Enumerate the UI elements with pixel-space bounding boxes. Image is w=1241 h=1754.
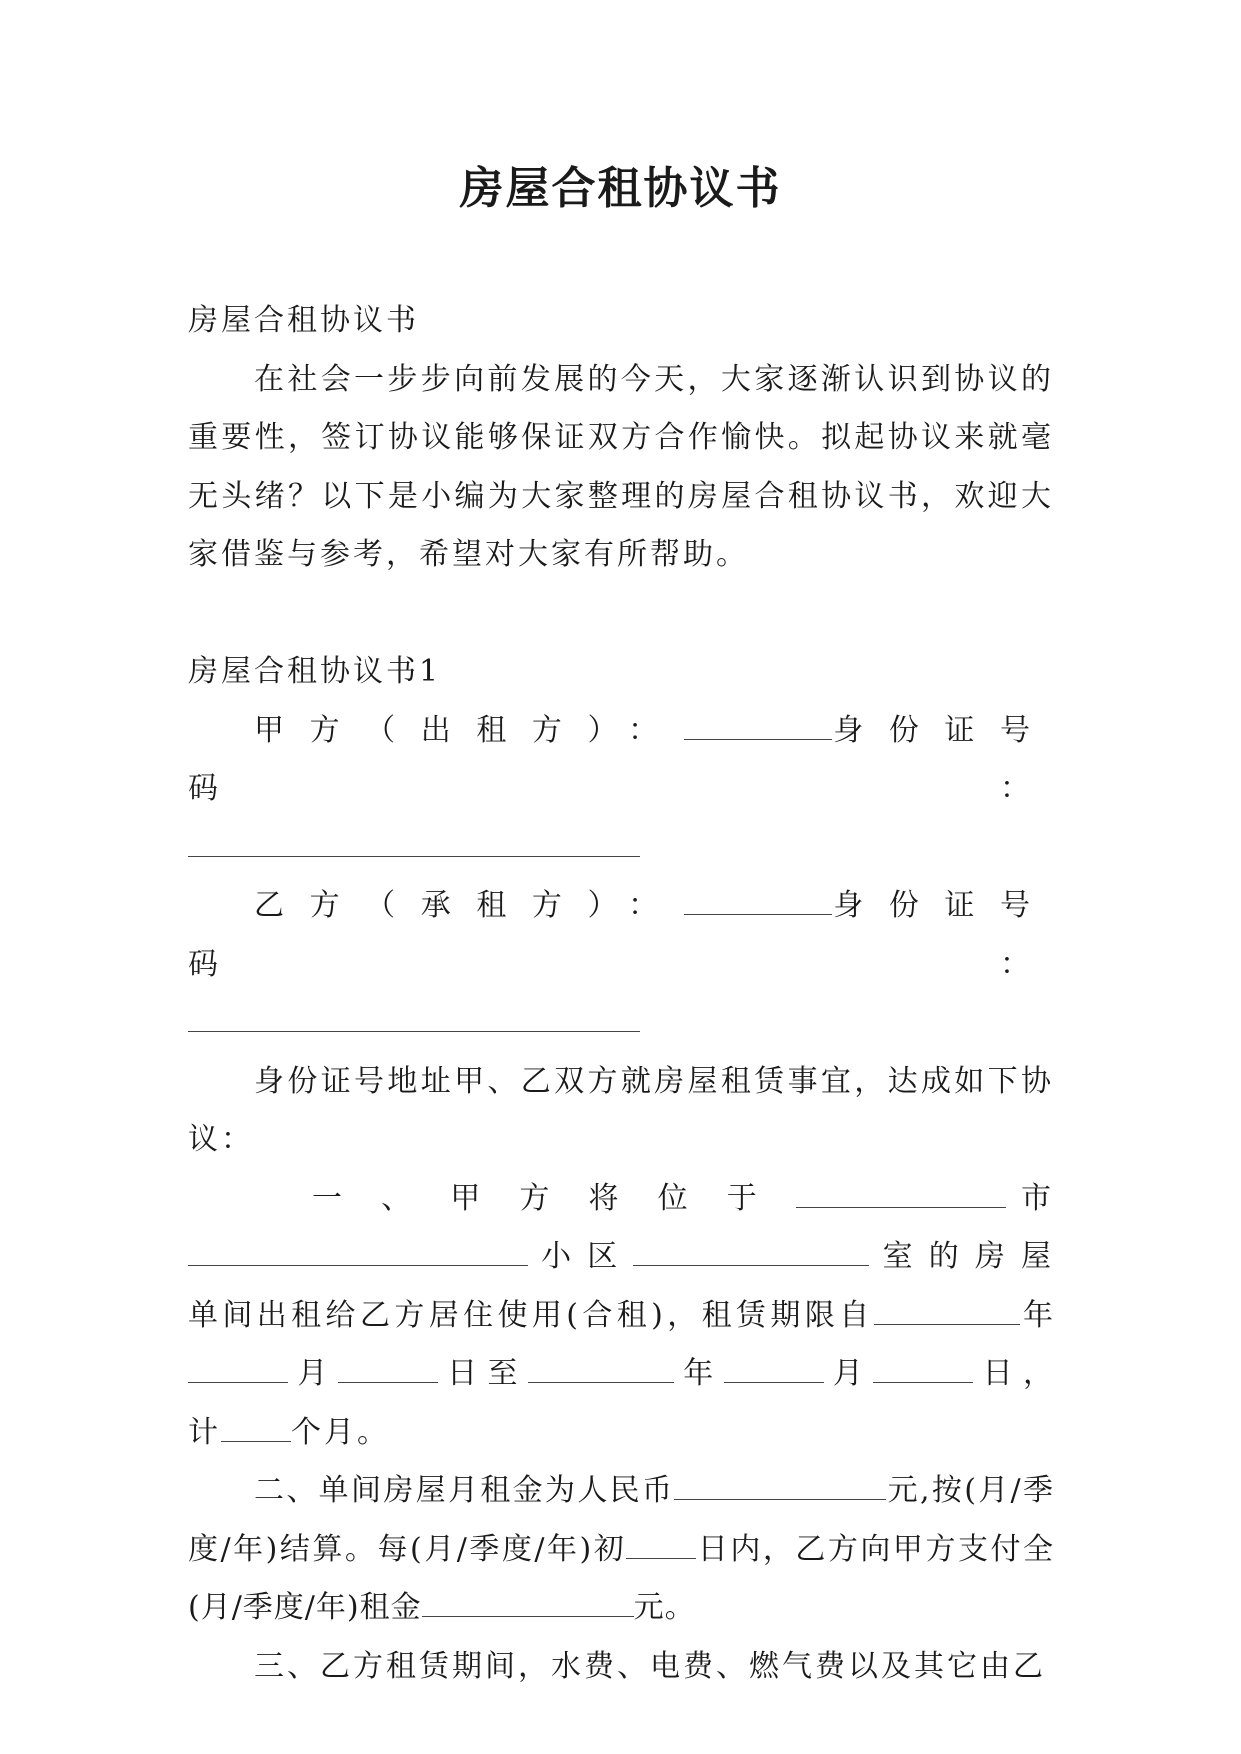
party-a-line xyxy=(188,702,1054,819)
party-a-id-line xyxy=(188,819,1054,878)
payment-days-blank xyxy=(626,1534,696,1559)
months-blank xyxy=(221,1417,291,1442)
document-body xyxy=(188,292,1054,1696)
subtitle: 房屋合租协议书 xyxy=(188,303,419,338)
clause-1-line-5 xyxy=(188,1404,1054,1463)
party-b-id-blank xyxy=(188,1007,640,1032)
monthly-rent-blank xyxy=(674,1475,886,1500)
end-year-label: 年 xyxy=(673,1356,724,1391)
party-a-id-label: 身份证号码： xyxy=(188,712,1055,806)
party-a-id-blank xyxy=(188,832,640,857)
document-title: 房屋合租协议书 xyxy=(459,163,782,214)
total-label: 计 xyxy=(188,1414,221,1450)
end-month-blank xyxy=(724,1358,824,1383)
end-month-label: 月 xyxy=(823,1356,874,1391)
district-blank xyxy=(633,1241,869,1266)
party-b-label: 乙方（承租方）： xyxy=(254,888,684,923)
city-blank xyxy=(796,1183,1006,1208)
payment-amount-blank xyxy=(422,1592,634,1617)
start-year-label: 年 xyxy=(1019,1297,1054,1333)
clause-1-prefix: 一、甲方将位于 xyxy=(312,1180,796,1216)
start-day-blank xyxy=(338,1358,438,1383)
clause-3: 三、乙方租赁期间，水费、电费、燃气费以及其它由乙 xyxy=(254,1648,1046,1684)
section-heading: 房屋合租协议书1 xyxy=(188,654,442,689)
party-a-label: 甲方（出租方）： xyxy=(254,712,684,748)
party-b-name-blank xyxy=(684,890,832,915)
clause-2-yuan: 元。 xyxy=(633,1590,696,1625)
party-b-id-label: 身份证号码： xyxy=(188,888,1055,982)
district-label: 小区 xyxy=(528,1239,634,1274)
clause-1-line-2 xyxy=(188,1228,1054,1287)
intro-paragraph: 在社会一步步向前发展的今天，大家逐渐认识到协议的重要性，签订协议能够保证双方合作愉快。拟起协议来就毫无头绪？以下是小编为大家整理的房屋合租协议书，欢迎大家借鉴与参考，希望对大家有所帮助。 xyxy=(188,361,1054,572)
party-a-name-blank xyxy=(684,715,832,740)
end-year-blank xyxy=(528,1358,674,1383)
city-label: 市 xyxy=(1005,1180,1054,1216)
clause-2-settlement: 元,按(月/季度/年)结算。每(月/季度/年)初 xyxy=(188,1473,1054,1567)
start-year-blank xyxy=(874,1300,1020,1325)
party-b-line xyxy=(188,877,1054,994)
agreement-statement: 身份证号地址甲、乙双方就房屋租赁事宜，达成如下协议： xyxy=(188,1063,1054,1157)
clause-1-line-1 xyxy=(188,1170,1054,1229)
address-blank xyxy=(188,1241,528,1266)
day-end-label: 日， xyxy=(973,1356,1055,1391)
start-month-label: 月 xyxy=(288,1356,338,1391)
clause-2-rent-label: 二、单间房屋月租金为人民币 xyxy=(254,1473,675,1508)
lease-term-label: 单间出租给乙方居住使用(合租)，租赁期限自 xyxy=(188,1297,874,1333)
clause-1-line-4 xyxy=(188,1345,1054,1404)
party-b-id-line xyxy=(188,994,1054,1053)
months-label: 个月。 xyxy=(291,1414,390,1450)
clause-1-line-3 xyxy=(188,1287,1054,1346)
room-label: 室的房屋 xyxy=(869,1239,1055,1274)
end-day-blank xyxy=(873,1358,973,1383)
start-month-blank xyxy=(188,1358,288,1383)
clause-2 xyxy=(188,1462,1054,1638)
clause-2-payment: 日内，乙方向甲方支付全(月/季度/年)租金 xyxy=(188,1531,1055,1625)
day-to-label: 日至 xyxy=(437,1356,528,1391)
